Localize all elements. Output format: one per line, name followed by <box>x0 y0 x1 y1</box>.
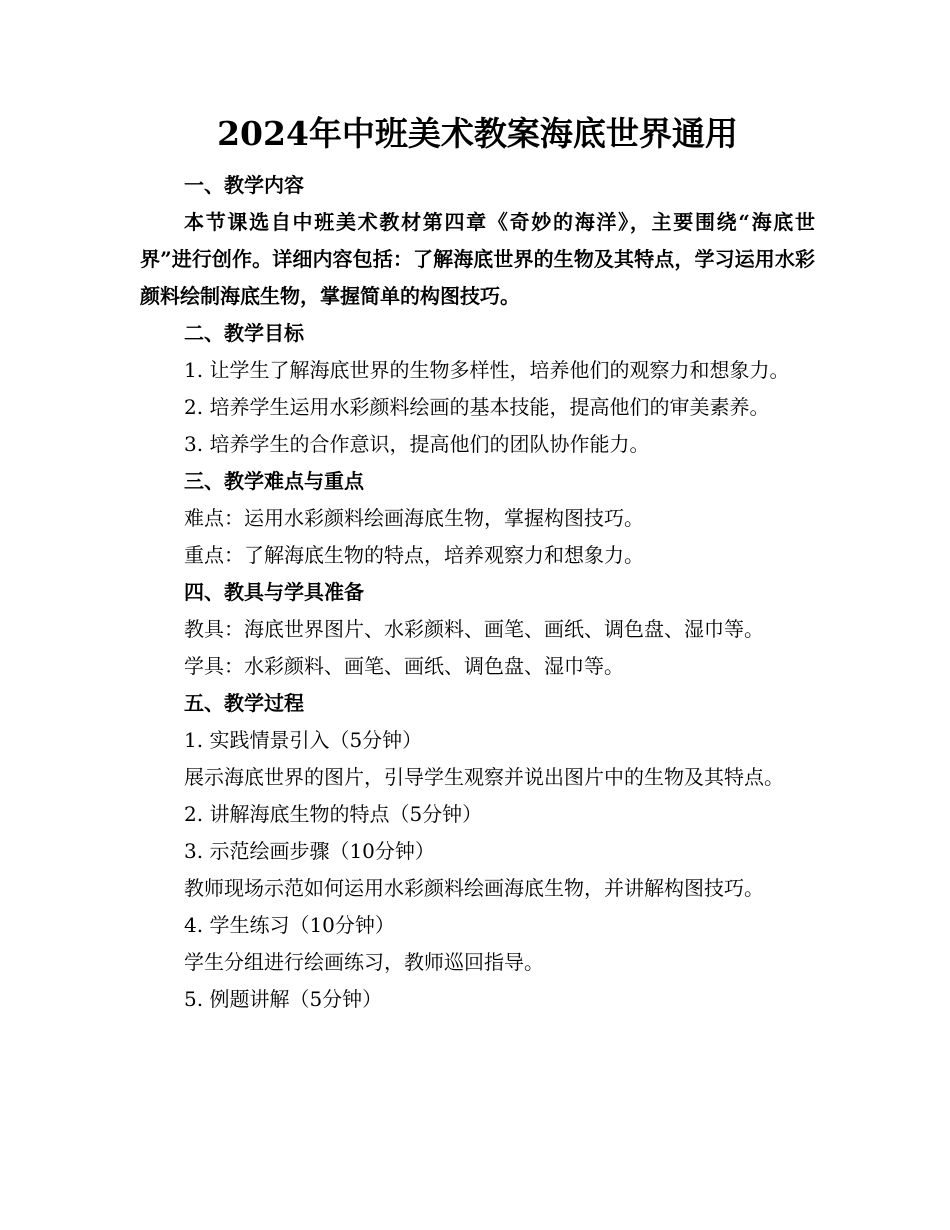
key-point-text: 重点：了解海底生物的特点，培养观察力和想象力。 <box>184 543 644 567</box>
document-title: 2024年中班美术教案海底世界通用 <box>217 114 738 153</box>
section-heading-goals: 二、教学目标 <box>184 321 304 345</box>
process-step-3: 3. 示范绘画步骤（10分钟） <box>184 839 435 863</box>
paragraph-content-intro: 本节课选自中班美术教材第四章《奇妙的海洋》，主要围绕“海底世界”进行创作。详细内容包括：了解海底世界的生物及其特点，学习运用水彩颜料绘制海底生物，掌握简单的构图技巧。 <box>140 210 815 308</box>
difficulty-text: 难点：运用水彩颜料绘画海底生物，掌握构图技巧。 <box>184 506 644 530</box>
document-body <box>140 167 815 1018</box>
process-step-3-detail: 教师现场示范如何运用水彩颜料绘画海底生物，并讲解构图技巧。 <box>184 876 764 900</box>
process-step-1-detail: 展示海底世界的图片，引导学生观察并说出图片中的生物及其特点。 <box>184 765 784 789</box>
section-heading-process: 五、教学过程 <box>184 691 304 715</box>
process-step-4: 4. 学生练习（10分钟） <box>184 913 395 937</box>
student-materials-text: 学具：水彩颜料、画笔、画纸、调色盘、湿巾等。 <box>184 654 624 678</box>
process-step-4-detail: 学生分组进行绘画练习，教师巡回指导。 <box>184 950 544 974</box>
teacher-materials-text: 教具：海底世界图片、水彩颜料、画笔、画纸、调色盘、湿巾等。 <box>184 617 764 641</box>
section-heading-materials: 四、教具与学具准备 <box>184 580 364 604</box>
section-heading-content: 一、教学内容 <box>184 173 304 197</box>
process-step-5: 5. 例题讲解（5分钟） <box>184 987 383 1011</box>
goal-item-1: 1. 让学生了解海底世界的生物多样性，培养他们的观察力和想象力。 <box>184 358 790 382</box>
section-heading-difficulties: 三、教学难点与重点 <box>184 469 364 493</box>
goal-item-3: 3. 培养学生的合作意识，提高他们的团队协作能力。 <box>184 432 650 456</box>
goal-item-2: 2. 培养学生运用水彩颜料绘画的基本技能，提高他们的审美素养。 <box>184 395 770 419</box>
process-step-1: 1. 实践情景引入（5分钟） <box>184 728 423 752</box>
process-step-2: 2. 讲解海底生物的特点（5分钟） <box>184 802 483 826</box>
